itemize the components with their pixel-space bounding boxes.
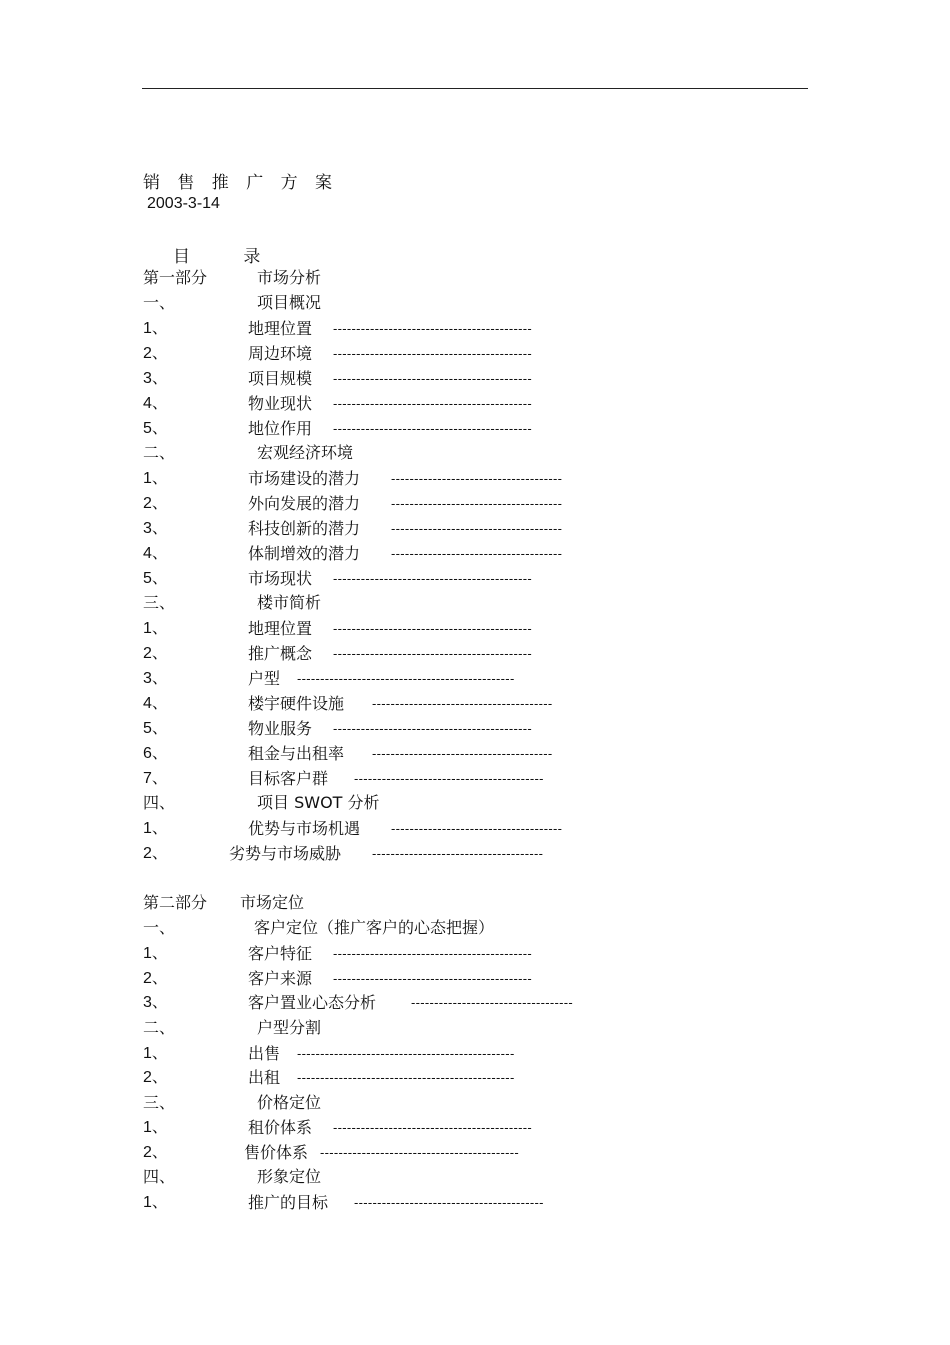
- toc-item: 1、 地理位置 -------------------------------------------: [143, 319, 533, 338]
- toc-item: 2、 劣势与市场威胁 -------------------------------------: [143, 844, 544, 863]
- toc-item: 5、 地位作用 -------------------------------------------: [143, 419, 533, 438]
- toc-item: 2、 推广概念 -------------------------------------------: [143, 644, 533, 663]
- toc-section: 二、 户型分割: [143, 1018, 322, 1037]
- toc-item: 2、 出租 -----------------------------------------------: [143, 1068, 515, 1087]
- toc-item: 4、 楼宇硬件设施 ---------------------------------------: [143, 694, 553, 713]
- toc-item: 3、 项目规模 -------------------------------------------: [143, 369, 533, 388]
- toc-section: 一、 客户定位（推广客户的心态把握）: [143, 918, 495, 937]
- toc-item: 1、 推广的目标 -----------------------------------------: [143, 1193, 544, 1212]
- toc-part-1: 第一部分 市场分析: [143, 268, 322, 287]
- toc-section: 四、 项目 SWOT 分析: [143, 793, 380, 812]
- toc-item: 5、 市场现状 -------------------------------------------: [143, 569, 533, 588]
- toc-section: 四、 形象定位: [143, 1167, 322, 1186]
- toc-item: 4、 物业现状 -------------------------------------------: [143, 394, 533, 413]
- toc-section: 三、 价格定位: [143, 1093, 322, 1112]
- document-title: 销 售 推 广 方 案: [143, 173, 339, 193]
- toc-item: 3、 科技创新的潜力 -------------------------------------: [143, 519, 563, 538]
- document-date: 2003-3-14: [147, 195, 220, 212]
- toc-part-2: 第二部分 市场定位: [143, 893, 305, 912]
- toc-item: 1、 租价体系 -------------------------------------------: [143, 1118, 533, 1137]
- toc-heading: 目 录: [173, 247, 285, 267]
- toc-item: 2、 周边环境 -------------------------------------------: [143, 344, 533, 363]
- toc-item: 3、 客户置业心态分析 -----------------------------------: [143, 993, 574, 1012]
- toc-item: 1、 出售 -----------------------------------------------: [143, 1044, 515, 1063]
- toc-item: 1、 客户特征 -------------------------------------------: [143, 944, 533, 963]
- toc-item: 2、 售价体系 -------------------------------------------: [143, 1143, 520, 1162]
- toc-section: 三、 楼市简析: [143, 593, 322, 612]
- toc-section: 二、 宏观经济环境: [143, 443, 354, 462]
- toc-section: 一、 项目概况: [143, 293, 322, 312]
- toc-item: 1、 优势与市场机遇 -------------------------------------: [143, 819, 563, 838]
- toc-item: 5、 物业服务 -------------------------------------------: [143, 719, 533, 738]
- toc-item: 4、 体制增效的潜力 -------------------------------------: [143, 544, 563, 563]
- header-rule: [142, 88, 808, 89]
- toc-item: 1、 市场建设的潜力 -------------------------------------: [143, 469, 563, 488]
- toc-item: 2、 客户来源 -------------------------------------------: [143, 969, 533, 988]
- toc-item: 2、 外向发展的潜力 -------------------------------------: [143, 494, 563, 513]
- toc-item: 6、 租金与出租率 ---------------------------------------: [143, 744, 553, 763]
- toc-item: 7、 目标客户群 -----------------------------------------: [143, 769, 544, 788]
- toc-item: 3、 户型 -----------------------------------------------: [143, 669, 515, 688]
- toc-item: 1、 地理位置 -------------------------------------------: [143, 619, 533, 638]
